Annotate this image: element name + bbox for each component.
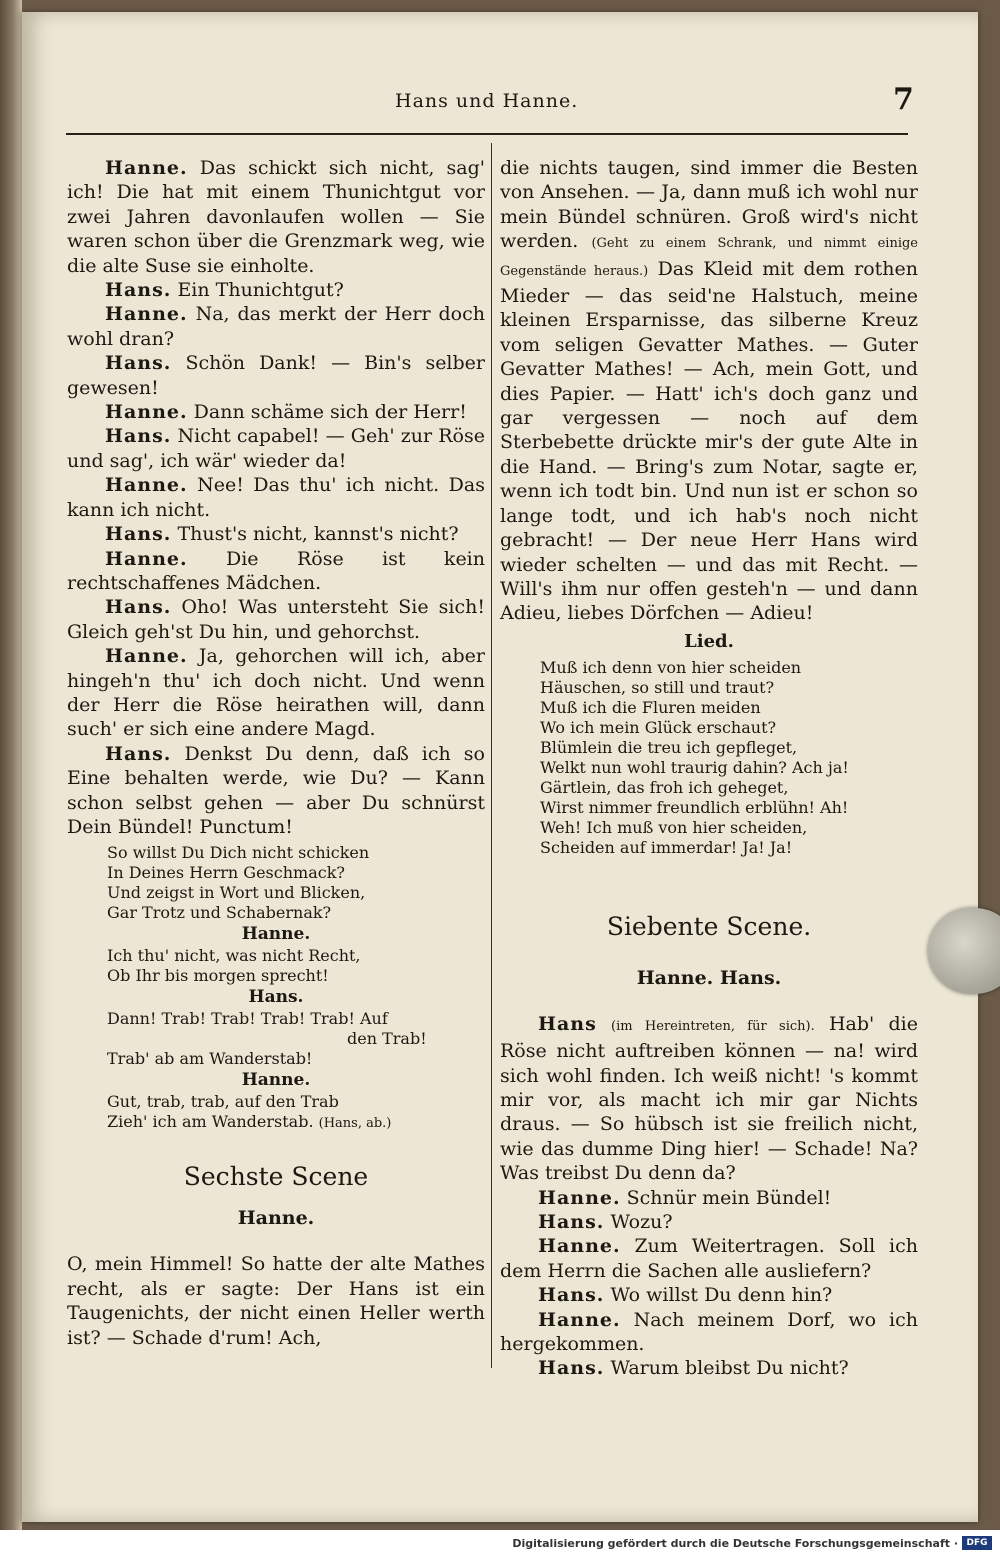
dialogue-paragraph	[67, 547, 485, 596]
stage-direction: (Hans, ab.)	[318, 1116, 392, 1132]
dialogue-paragraph	[67, 351, 485, 400]
dialogue-text: Das Kleid mit dem rothen Mieder — das seid'ne Halstuch, meine kleinen Ersparnisse, das silberne Kreuz vom seligen Gevatter Mathes. — Guter Gevatter Mathes! — Ach, mein Gott, und dies Papier. — Hatt' ich's doch ganz und gar vergessen — noch auf dem Sterbebette drückte mir's der gute Alte in die Hand. — Bring's zum Notar, sagte er, wenn ich todt bin. Und nun ist er schon so lange todt, und ich hab's noch nicht gebracht! — Der neue Herr Hans wird wieder schelten — und das mit Recht. — Will's ihm nur offen gesteh'n — und dann Adieu, liebes Dörfchen — Adieu!	[500, 257, 918, 625]
verse-line: Scheiden auf immerdar! Ja! Ja!	[540, 837, 793, 857]
speaker-name: Hans.	[105, 352, 172, 375]
scene-title: Sechste Scene	[183, 1162, 369, 1192]
dialogue-paragraph	[67, 400, 485, 424]
verse-line: Gar Trotz und Schabernak?	[107, 903, 332, 923]
dialogue-paragraph	[67, 156, 485, 278]
book-spine	[0, 0, 22, 1555]
dialogue-text: Dann schäme sich der Herr!	[193, 401, 467, 424]
dialogue-text: Schön Dank! — Bin's selber gewesen!	[67, 352, 485, 399]
dialogue-text: Zum Weitertragen. Soll ich dem Herrn die Sachen alle ausliefern?	[500, 1235, 918, 1282]
dialogue-paragraph	[500, 1210, 918, 1234]
digitization-credit: Digitalisierung gefördert durch die Deutsche Forschungsgemeinschaft ·	[512, 1537, 958, 1550]
verse-line-continuation: den Trab!	[347, 1029, 427, 1049]
dialogue-text: Nee! Das thu' ich nicht. Das kann ich nicht.	[67, 474, 485, 521]
verse-line: Gut, trab, trab, auf den Trab	[107, 1092, 339, 1112]
left-column	[67, 156, 485, 1350]
verse-line: Ich thu' nicht, was nicht Recht,	[107, 946, 361, 966]
speaker-name: Hanne.	[105, 547, 188, 570]
speaker-name: Hans.	[538, 1357, 605, 1380]
right-column	[500, 156, 918, 1381]
dialogue-text: Die Röse ist kein rechtschaffenes Mädchen.	[67, 547, 485, 594]
verse-line	[67, 1112, 485, 1134]
dialogue-paragraph	[67, 302, 485, 351]
dialogue-paragraph	[67, 644, 485, 742]
dialogue-text: Na, das merkt der Herr doch wohl dran?	[67, 303, 486, 350]
dialogue-paragraph	[500, 1234, 918, 1283]
monologue-paragraph: O, mein Himmel! So hatte der alte Mathes recht, als er sagte: Der Hans ist ein Taugenichts, der nicht einen Heller werth ist? — Schade d'rum! Ach,	[67, 1253, 485, 1349]
speaker-name: Hans	[538, 1012, 597, 1035]
dialogue-paragraph	[67, 742, 485, 840]
verse-text: Zieh' ich am Wanderstab.	[107, 1112, 314, 1132]
song-verses	[67, 843, 485, 1134]
speaker-name: Hans.	[105, 425, 172, 448]
verse-line: Wirst nimmer freundlich erblühn! Ah!	[540, 797, 849, 817]
speaker-name: Hanne.	[105, 645, 188, 668]
dialogue-text: Hab' die Röse nicht auftreiben können — na! wird sich wohl finden. Ich weiß nicht! 's kommt mir vor, als macht ich mir gar Nichts draus. — So hübsch ist sie freilich nicht, wie das dumme Ding hier! — Schade! Na? Was treibst Du denn da?	[500, 1012, 918, 1185]
speaker-name: Hanne.	[105, 401, 188, 424]
dialogue-text: Nach meinem Dorf, wo ich hergekommen.	[500, 1308, 918, 1355]
speaker-name: Hans.	[538, 1210, 605, 1233]
speaker-name: Hans.	[538, 1284, 605, 1307]
verse-line: Welkt nun wohl traurig dahin? Ach ja!	[540, 757, 849, 777]
dialogue-text: Wo willst Du denn hin?	[610, 1284, 833, 1307]
dialogue-text: Thust's nicht, kannst's nicht?	[177, 523, 459, 546]
spacer	[67, 1230, 485, 1252]
verse-speaker: Hanne.	[241, 1070, 311, 1091]
dialogue-paragraph	[500, 1356, 918, 1380]
speaker-name: Hanne.	[538, 1235, 621, 1258]
dialogue-paragraph	[67, 473, 485, 522]
dialogue-text: die nichts taugen, sind immer die Besten von Ansehen. — Ja, dann muß ich wohl nur mein Bündel schnüren. Groß wird's nicht werden.	[500, 157, 918, 253]
spacer	[67, 1194, 485, 1206]
dialogue-paragraph	[67, 424, 485, 473]
scene-cast: Hanne.	[237, 1207, 315, 1230]
verse-line: So willst Du Dich nicht schicken	[107, 843, 370, 863]
column-divider	[491, 143, 492, 1368]
verse-line: Muß ich denn von hier scheiden	[540, 657, 802, 677]
dialogue-paragraph	[500, 1012, 918, 1186]
dialogue-paragraph	[500, 1308, 918, 1357]
speaker-name: Hans.	[105, 279, 172, 302]
dialogue-text: Ein Thunichtgut?	[177, 279, 344, 302]
header-rule	[66, 133, 908, 135]
spacer	[500, 944, 918, 966]
dialogue-text: Ja, gehorchen will ich, aber hingeh'n thu' ich doch nicht. Und wenn der Herr die Röse heirathen will, dann such' er sich eine andere Magd.	[67, 645, 485, 741]
verse-line: Und zeigst in Wort und Blicken,	[107, 883, 366, 903]
verse-line: Ob Ihr bis morgen sprecht!	[107, 966, 329, 986]
dialogue-text: Denkst Du denn, daß ich so Eine behalten werde, wie Du? — Kann schon selbst gehen — aber Du schnürst Dein Bündel! Punctum!	[67, 742, 485, 838]
dialogue-text: Das schickt sich nicht, sag' ich! Die hat mit einem Thunichtgut vor zwei Jahren davonlaufen wollen — Sie waren schon über die Grenzmark weg, wie die alte Suse sie einholte.	[67, 157, 486, 277]
song-title: Lied.	[684, 630, 734, 652]
scene-cast: Hanne. Hans.	[636, 966, 782, 989]
spacer	[67, 1138, 485, 1160]
verse-line: Muß ich die Fluren meiden	[540, 697, 761, 717]
speaker-name: Hans.	[105, 523, 172, 546]
verse-line: Blümlein die treu ich gepfleget,	[540, 737, 798, 757]
verse-line: In Deines Herrn Geschmack?	[107, 863, 345, 883]
dialogue-text: Oho! Was untersteht Sie sich! Gleich geh'st Du hin, und gehorchst.	[67, 596, 485, 643]
running-head: Hans und Hanne.	[395, 90, 579, 112]
dialogue-text: Warum bleibst Du nicht?	[610, 1357, 849, 1380]
spacer	[500, 862, 918, 910]
speaker-name: Hanne.	[538, 1308, 621, 1331]
dfg-logo: DFG	[962, 1536, 992, 1550]
speaker-name: Hans.	[105, 596, 172, 619]
dialogue-paragraph	[500, 1186, 918, 1210]
page-number: 7	[893, 82, 914, 117]
stage-direction: (im Hereintreten, für sich).	[611, 1018, 815, 1034]
verse-line: Weh! Ich muß von hier scheiden,	[540, 817, 808, 837]
verse-speaker: Hanne.	[241, 924, 311, 945]
verse-line: Gärtlein, das froh ich geheget,	[540, 777, 789, 797]
verse-speaker: Hans.	[248, 987, 304, 1008]
dialogue-paragraph	[67, 522, 485, 546]
dialogue-text: Schnür mein Bündel!	[626, 1186, 832, 1209]
speaker-name: Hans.	[105, 742, 172, 765]
dialogue-paragraph	[67, 595, 485, 644]
dialogue-text: Wozu?	[610, 1210, 673, 1233]
spacer	[500, 990, 918, 1012]
verse-line: Häuschen, so still und traut?	[540, 677, 775, 697]
speaker-name: Hanne.	[105, 157, 188, 179]
verse-line: Dann! Trab! Trab! Trab! Trab! Auf	[107, 1009, 388, 1029]
scene-title: Siebente Scene.	[606, 911, 812, 941]
dialogue-paragraph	[67, 278, 485, 302]
verse-line: Wo ich mein Glück erschaut?	[540, 717, 777, 737]
speaker-name: Hanne.	[105, 303, 188, 326]
verse-line: Trab' ab am Wanderstab!	[107, 1049, 313, 1069]
stage-direction: (Geht zu einem Schrank, und nimmt einige Gegenstände heraus.)	[500, 236, 918, 279]
monologue-paragraph	[500, 156, 918, 626]
dialogue-text: Nicht capabel! — Geh' zur Röse und sag', ich wär' wieder da!	[67, 425, 485, 472]
speaker-name: Hanne.	[105, 474, 188, 497]
speaker-name: Hanne.	[538, 1186, 621, 1209]
dialogue-paragraph	[500, 1283, 918, 1307]
song-verses	[500, 658, 918, 858]
